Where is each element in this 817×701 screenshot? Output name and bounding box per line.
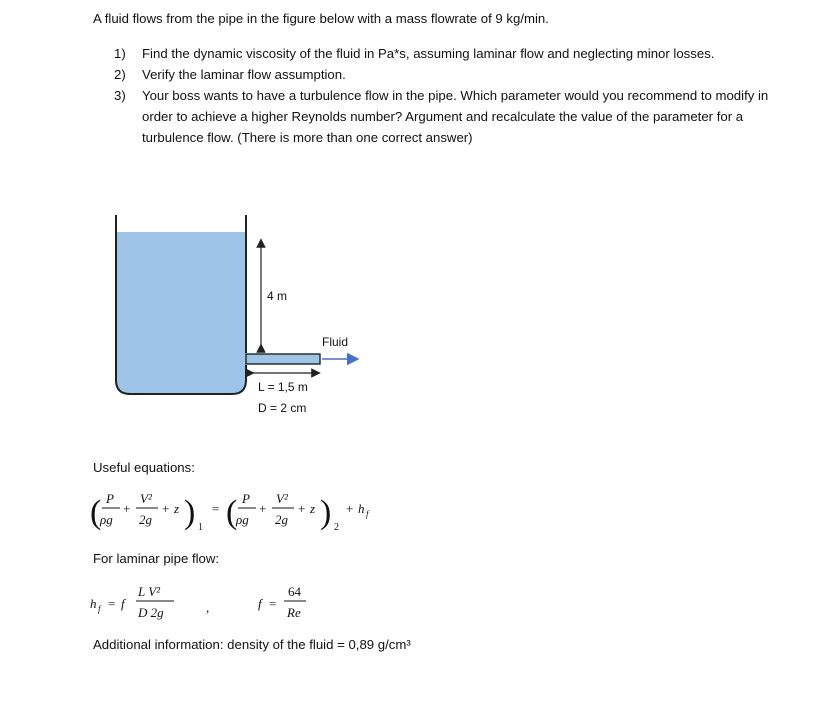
pipe — [246, 354, 320, 364]
plus-sign: + — [346, 501, 354, 516]
friction-numerator: 64 — [288, 584, 301, 599]
rho-g-term: ρg — [100, 512, 113, 527]
head-loss-numerator: L V² — [138, 584, 161, 599]
bernoulli-equation — [90, 483, 390, 543]
paren-open: ( — [226, 494, 238, 531]
question-number: 1) — [114, 46, 126, 61]
elevation-term: z — [310, 501, 316, 516]
laminar-flow-label: For laminar pipe flow: — [93, 551, 220, 566]
comma: , — [206, 600, 210, 615]
paren-close: ) — [184, 494, 196, 531]
question-2 — [114, 64, 774, 85]
question-1 — [114, 43, 774, 64]
length-label: L = 1,5 m — [258, 380, 308, 394]
diameter-label: D = 2 cm — [258, 401, 307, 415]
pressure-term: P — [106, 491, 114, 506]
question-number: 3) — [114, 88, 126, 103]
question-list — [114, 43, 774, 148]
plus-sign: + — [259, 501, 267, 516]
velocity-term: V² — [140, 491, 152, 506]
friction-lhs: f — [258, 596, 262, 611]
laminar-formulas — [90, 578, 330, 626]
two-g-term: 2g — [139, 512, 152, 527]
useful-equations-label: Useful equations: — [93, 460, 195, 475]
velocity-term: V² — [276, 491, 288, 506]
subscript-2: 2 — [334, 522, 339, 533]
question-number: 2) — [114, 67, 126, 82]
plus-sign: + — [123, 501, 131, 516]
problem-intro: A fluid flows from the pipe in the figure below with a mass flowrate of 9 kg/min. — [93, 11, 549, 26]
tank-pipe-figure — [100, 205, 400, 420]
plus-sign: + — [298, 501, 306, 516]
tank-fluid — [116, 232, 246, 394]
additional-information: Additional information: density of the fluid = 0,89 g/cm³ — [93, 637, 411, 652]
paren-close: ) — [320, 494, 332, 531]
head-loss-subscript: f — [366, 509, 369, 519]
head-loss-denominator: D 2g — [138, 605, 164, 620]
two-g-term: 2g — [275, 512, 288, 527]
subscript-1: 1 — [198, 522, 203, 533]
paren-open: ( — [90, 494, 102, 531]
equals-sign: = — [269, 596, 277, 611]
question-3 — [114, 85, 774, 148]
fluid-label: Fluid — [322, 335, 349, 349]
rho-g-term: ρg — [236, 512, 249, 527]
question-text: Verify the laminar flow assumption. — [142, 67, 346, 82]
height-label: 4 m — [267, 289, 288, 303]
head-loss-term: h — [358, 501, 365, 516]
elevation-term: z — [174, 501, 180, 516]
friction-denominator: Re — [287, 605, 301, 620]
head-loss-lhs: h — [90, 596, 97, 611]
head-loss-lhs-subscript: f — [98, 604, 101, 614]
equals-sign: = — [108, 596, 116, 611]
equals-sign: = — [212, 501, 220, 516]
question-text: Your boss wants to have a turbulence flow in the pipe. Which parameter would you recommend to modify in order to achieve a higher Reynolds number? Argument and recalculate the value of the parameter for a turbulence flow. (There is more than one correct answer) — [142, 88, 769, 145]
plus-sign: + — [162, 501, 170, 516]
pressure-term: P — [242, 491, 250, 506]
question-text: Find the dynamic viscosity of the fluid in Pa*s, assuming laminar flow and neglecting minor losses. — [142, 46, 715, 61]
friction-factor-term: f — [121, 596, 125, 611]
